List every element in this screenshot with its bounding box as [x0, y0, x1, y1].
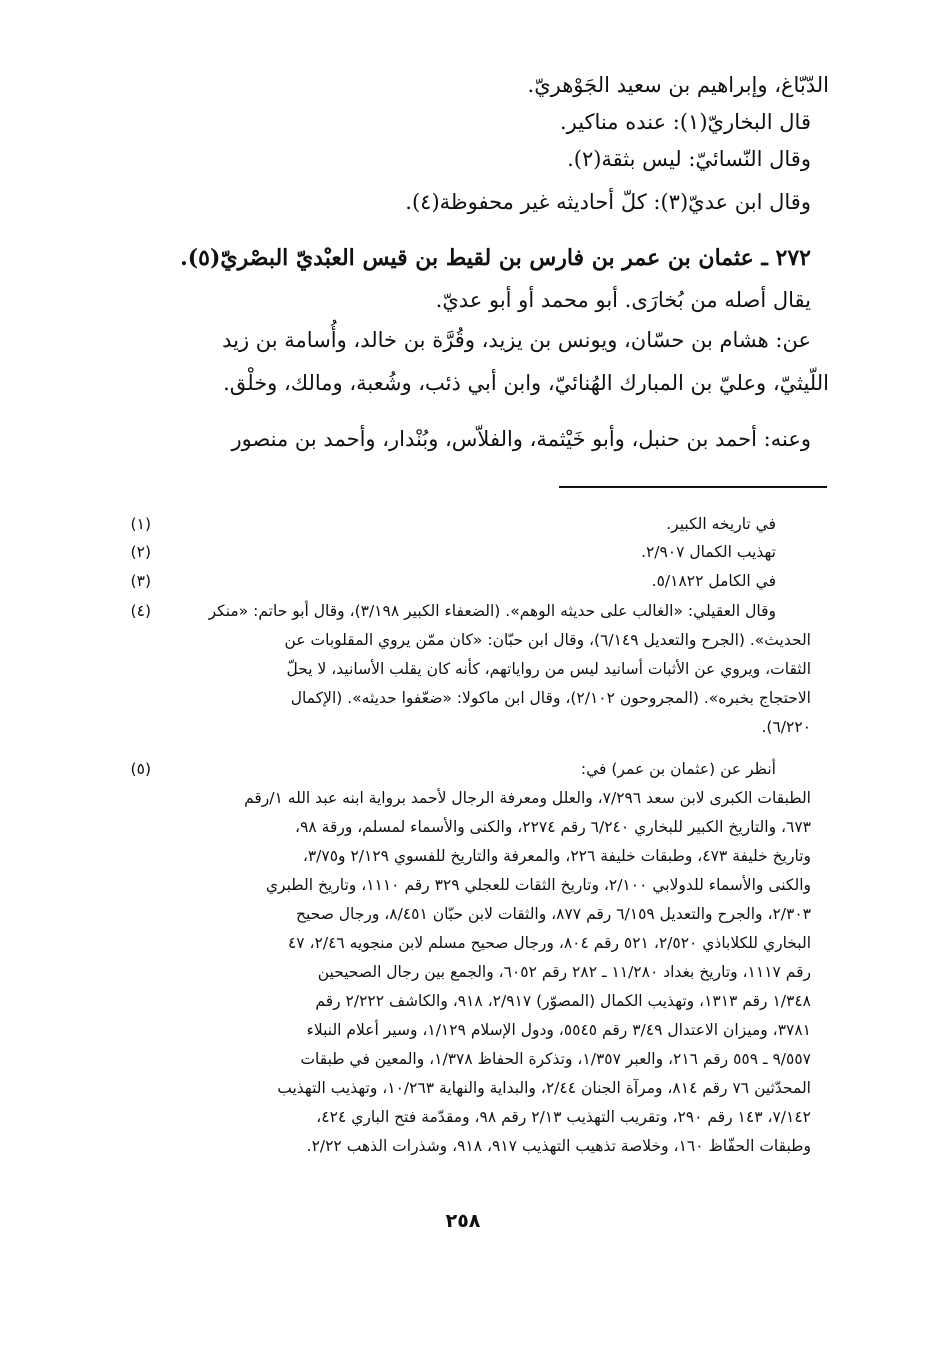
footnote-number: (٥)	[130, 760, 151, 778]
footnote-line: ٢/٣٠٣، والجرح والتعديل ٦/١٥٩ رقم ٨٧٧، والثقات لابن حبّان ٨/٤٥١، ورجال صحيح	[296, 905, 811, 923]
text-line: عن: هشام بن حسّان، ويونس بن يزيد، وقُرَّة بن خالد، وأُسامة بن زيد	[222, 328, 811, 352]
footnote-number: (٣)	[130, 572, 151, 590]
footnote-line: ٧/١٤٢، ١٤٣ رقم ٢٩٠، وتقريب التهذيب ٢/١٣ رقم ٩٨، ومقدّمة فتح الباري ٤٢٤،	[316, 1108, 811, 1126]
footnote-number: (٢)	[130, 543, 151, 561]
footnote-line: الاحتجاج بخبره». (المجروحون ٢/١٠٢)، وقال ابن ماكولا: «ضعّفوا حديثه». (الإكمال	[290, 689, 811, 707]
footnote-number: (٤)	[130, 602, 151, 620]
text-line: وقال النّسائيّ: ليس بثقة(٢).	[567, 147, 811, 171]
footnote-number: (١)	[130, 515, 151, 533]
footnote-line: ١/٣٤٨ رقم ١٣١٣، وتهذيب الكمال (المصوّر) ٢/٩١٧، ٩١٨، والكاشف ٢/٢٢٢ رقم	[315, 992, 811, 1010]
footnote-line: الطبقات الكبرى لابن سعد ٧/٢٩٦، والعلل ومعرفة الرجال لأحمد برواية ابنه عبد الله ١/رقم	[244, 789, 811, 807]
text-line: وعنه: أحمد بن حنبل، وأبو خَيْثمة، والفلاّس، وبُنْدار، وأحمد بن منصور	[231, 427, 811, 451]
footnote-line: وقال العقيلي: «الغالب على حديثه الوهم». (الضعفاء الكبير ٣/١٩٨)، وقال أبو حاتم: «منكر	[208, 602, 776, 620]
page-number: ٢٥٨	[445, 1210, 481, 1232]
entry-heading: ٢٧٢ ـ عثمان بن عمر بن فارس بن لقيط بن قيس العبْديّ البصْريّ(٥).	[180, 245, 811, 271]
footnote-line: ٦/٢٢٠).	[761, 718, 811, 736]
footnote-line: في تاريخه الكبير.	[666, 515, 776, 533]
footnote-line: وطبقات الحفّاظ ١٦٠، وخلاصة تذهيب التهذيب ٩١٧، ٩١٨، وشذرات الذهب ٢/٢٢.	[306, 1137, 811, 1155]
footnote-line: المحدّثين ٧٦ رقم ٨١٤، ومرآة الجنان ٢/٤٤، والبداية والنهاية ١٠/٢٦٣، وتهذيب التهذيب	[277, 1079, 811, 1097]
footnote-line: الحديث». (الجرح والتعديل ٦/١٤٩)، وقال ابن حبّان: «كان ممّن يروي المقلوبات عن	[284, 631, 811, 649]
footnote-line: ٦٧٣، والتاريخ الكبير للبخاري ٦/٢٤٠ رقم ٢٢٧٤، والكنى والأسماء لمسلم، ورقة ٩٨،	[295, 818, 811, 836]
footnote-line: رقم ١١١٧، وتاريخ بغداد ١١/٢٨٠ ـ ٢٨٢ رقم ٦٠٥٢، والجمع بين رجال الصحيحين	[317, 963, 811, 981]
text-line: وقال ابن عديّ(٣): كلّ أحاديثه غير محفوظة(٤).	[405, 190, 811, 214]
footnote-line: ٩/٥٥٧ ـ ٥٥٩ رقم ٢١٦، والعبر ١/٣٥٧، وتذكرة الحفاظ ١/٣٧٨، والمعين في طبقات	[300, 1050, 811, 1068]
footnote-line: الثقات، ويروي عن الأثبات أسانيد ليس من رواياتهم، كأنه كان يقلب الأسانيد، لا يحلّ	[286, 660, 811, 678]
text-line: اللّيثيّ، وعليّ بن المبارك الهُنائيّ، وابن أبي ذئب، وشُعبة، ومالك، وخلْق.	[223, 371, 829, 395]
footnote-separator	[559, 486, 827, 488]
text-line: قال البخاريّ(١): عنده مناكير.	[559, 110, 811, 134]
footnote-line: ٣٧٨١، وميزان الاعتدال ٣/٤٩ رقم ٥٥٤٥، ودول الإسلام ١/١٢٩، وسير أعلام النبلاء	[306, 1021, 811, 1039]
footnote-line: البخاري للكلاباذي ٢/٥٢٠، ٥٢١ رقم ٨٠٤، ورجال صحيح مسلم لابن منجويه ٢/٤٦، ٤٧	[287, 934, 811, 952]
text-line: الدّبّاغ، وإبراهيم بن سعيد الجَوْهريّ.	[527, 73, 829, 97]
footnote-line: والكنى والأسماء للدولابي ٢/١٠٠، وتاريخ الثقات للعجلي ٣٢٩ رقم ١١١٠، وتاريخ الطبري	[265, 876, 811, 894]
footnote-line: تهذيب الكمال ٢/٩٠٧.	[641, 543, 776, 561]
footnote-line: وتاريخ خليفة ٤٧٣، وطبقات خليفة ٢٢٦، والمعرفة والتاريخ للفسوي ٢/١٢٩ و٣/٧٥،	[302, 847, 811, 865]
text-line: يقال أصله من بُخارَى. أبو محمد أو أبو عديّ.	[435, 288, 811, 312]
footnote-line: أنظر عن (عثمان بن عمر) في:	[580, 760, 776, 778]
footnote-line: في الكامل ٥/١٨٢٢.	[651, 572, 776, 590]
